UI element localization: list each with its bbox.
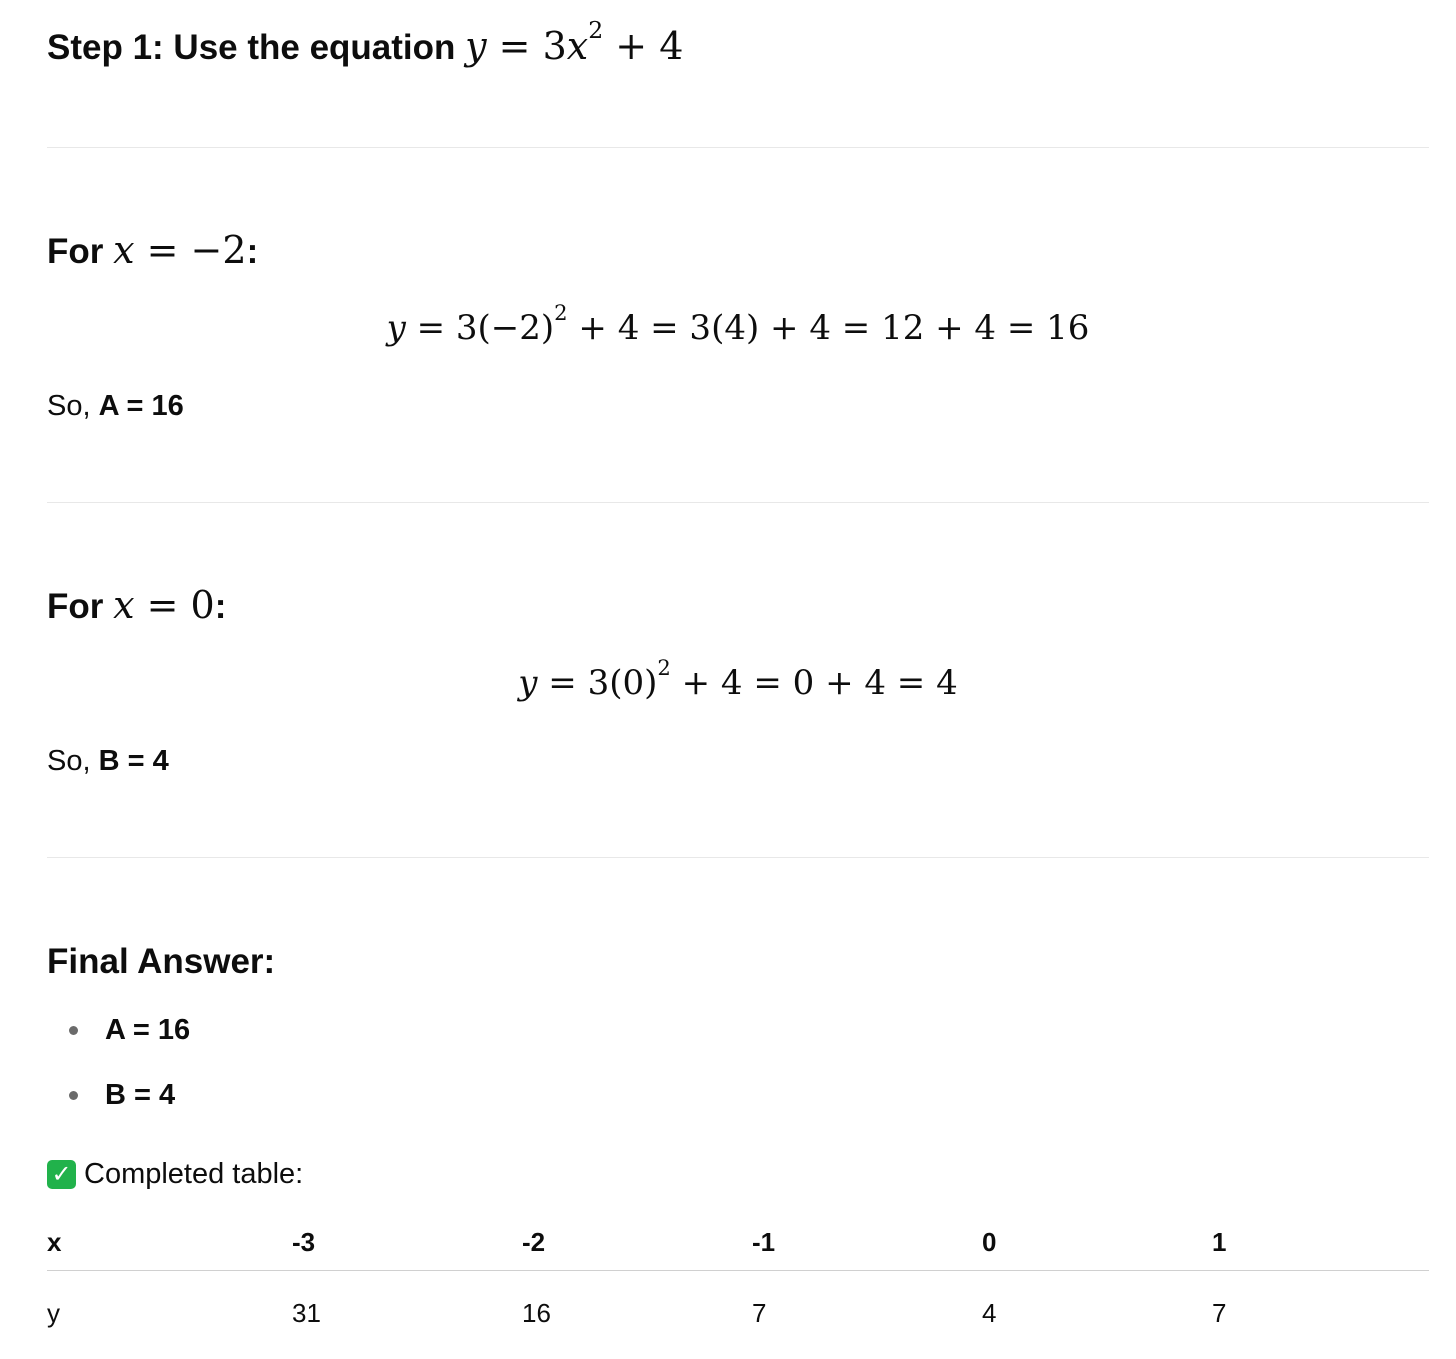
table-cell: 4 bbox=[982, 1298, 997, 1328]
step-heading bbox=[47, 15, 684, 72]
final-answer-item: A = 16 bbox=[105, 1014, 191, 1046]
equation-inline: $y = 3x^2 + 4$ bbox=[465, 15, 684, 68]
case-b-result: So, B = 4 bbox=[47, 745, 169, 777]
bullet-icon bbox=[69, 1026, 78, 1035]
divider bbox=[47, 502, 1429, 503]
table-header-cell: -2 bbox=[522, 1227, 546, 1257]
step-heading-text: Step 1: Use the equation bbox=[47, 28, 466, 67]
table-cell: 16 bbox=[522, 1298, 551, 1328]
bullet-icon bbox=[69, 1091, 78, 1100]
divider bbox=[47, 147, 1429, 148]
table-cell: 7 bbox=[1212, 1298, 1227, 1328]
values-table bbox=[47, 1214, 1429, 1341]
table-header-row bbox=[47, 1214, 1429, 1271]
table-row bbox=[47, 1285, 1429, 1341]
divider bbox=[47, 857, 1429, 858]
final-answer-item: B = 4 bbox=[105, 1079, 176, 1111]
check-mark-icon: ✓ bbox=[47, 1160, 76, 1189]
table-header-cell: 1 bbox=[1212, 1227, 1227, 1257]
case-b-equation: $y = 3(0)^2 + 4 = 0 + 4 = 4$ bbox=[518, 655, 958, 703]
final-answer-heading: Final Answer: bbox=[47, 942, 276, 981]
table-header-cell: -1 bbox=[752, 1227, 776, 1257]
case-b-heading: For x = 0: bbox=[47, 583, 227, 627]
table-cell: y bbox=[47, 1298, 60, 1328]
table-header-cell: x bbox=[47, 1227, 62, 1257]
case-a-result: So, A = 16 bbox=[47, 390, 184, 422]
case-a-heading: For x = −2: bbox=[47, 228, 259, 272]
case-a-equation: $y = 3(-2)^2 + 4 = 3(4) + 4 = 12 + 4 = 16$ bbox=[386, 300, 1090, 348]
table-cell: 31 bbox=[292, 1298, 321, 1328]
table-cell: 7 bbox=[752, 1298, 767, 1328]
table-header-cell: -3 bbox=[292, 1227, 316, 1257]
table-header-cell: 0 bbox=[982, 1227, 997, 1257]
completed-table-label: ✓ Completed table: bbox=[47, 1154, 303, 1194]
